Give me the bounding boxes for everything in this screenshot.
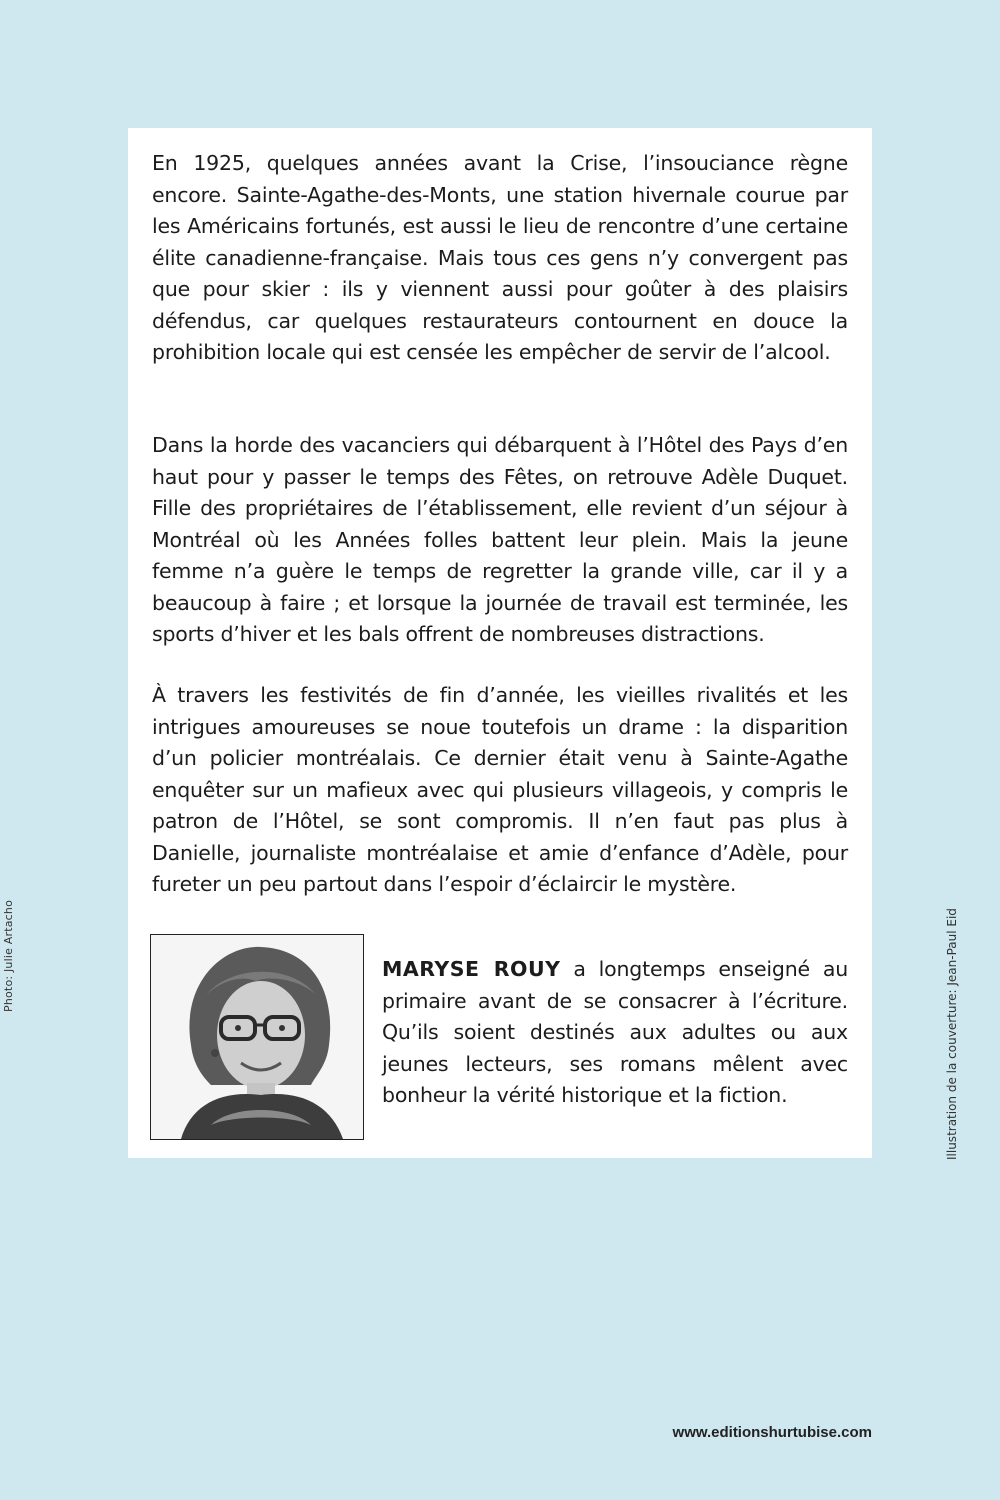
author-portrait-image (151, 935, 363, 1139)
summary-paragraph-1: En 1925, quelques années avant la Crise, l’insouciance règne encore. Sainte-Agathe-des-Monts, une station hivernale courue par les Américains fortunés, est aussi le lieu de rencontre d’une certaine élite canadienne-française. Mais tous ces gens n’y convergent pas que pour skier : ils y viennent aussi pour goûter à des plaisirs défendus, car quelques restaurateurs contournent en douce la prohibition locale qui est censée les empêcher de servir de l’alcool. (152, 151, 848, 364)
summary-panel (128, 128, 872, 1158)
photo-credit: Photo: Julie Artacho (2, 899, 15, 1012)
author-bio-text: a longtemps enseigné au primaire avant de se consacrer à l’écriture. Qu’ils soient destinés aux adultes ou aux jeunes lecteurs, ses romans mêlent avec bonheur la vérité historique et la fiction. (382, 957, 848, 1107)
author-photo (150, 934, 364, 1140)
cover-illustration-credit: Illustration de la couverture: Jean-Paul Eid (945, 908, 959, 1160)
summary-paragraph-2: Dans la horde des vacanciers qui débarquent à l’Hôtel des Pays d’en haut pour y passer le temps des Fêtes, on retrouve Adèle Duquet. Fille des propriétaires de l’établissement, elle revient d’un séjour à Montréal où les Années folles battent leur plein. Mais la jeune femme n’a guère le temps de regretter la grande ville, car il y a beaucoup à faire ; et lorsque la journée de travail est terminée, les sports d’hiver et les bals offrent de nombreuses distractions. (152, 433, 848, 646)
summary-paragraph-3: À travers les festivités de fin d’année, les vieilles rivalités et les intrigues amoureuses se noue toutefois un drame : la disparition d’un policier montréalais. Ce dernier était venu à Sainte-Agathe enquêter sur un mafieux avec qui plusieurs villageois, y compris le patron de l’Hôtel, se sont compromis. Il n’en faut pas plus à Danielle, journaliste montréalaise et amie d’enfance d’Adèle, pour fureter un peu partout dans l’espoir d’éclaircir le mystère. (152, 683, 848, 896)
author-name: MARYSE ROUY (382, 957, 561, 981)
author-bio (382, 954, 848, 1112)
publisher-website[interactable]: www.editionshurtubise.com (672, 1424, 872, 1441)
